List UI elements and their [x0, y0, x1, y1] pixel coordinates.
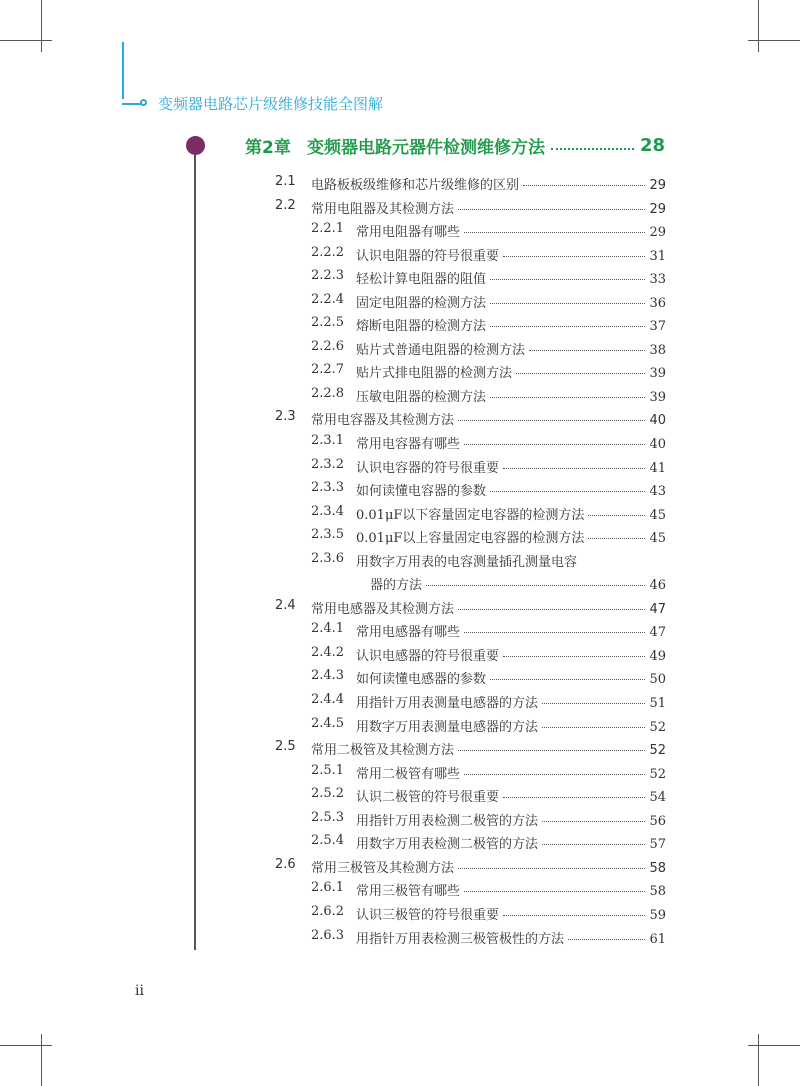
toc-entry-page: 56	[649, 813, 666, 829]
crop-mark-top-right-v	[758, 0, 759, 52]
toc-entry-number: 2.6.3	[311, 927, 345, 943]
toc-entry-row	[356, 504, 666, 523]
running-header-title: 变频器电路芯片级维修技能全图解	[158, 95, 384, 113]
toc-entry[interactable]	[0, 853, 800, 877]
toc-entry-number: 2.4	[275, 597, 296, 613]
chapter-heading[interactable]	[245, 132, 665, 158]
chapter-number: 第2章	[245, 137, 291, 158]
toc-leader-dots	[588, 515, 645, 516]
toc-entry[interactable]	[0, 594, 800, 618]
toc-leader-dots	[542, 821, 645, 822]
toc-entry-number: 2.2.8	[311, 385, 345, 401]
toc-entry-number: 2.4.5	[311, 715, 345, 731]
toc-entry[interactable]	[0, 523, 800, 547]
toc-entry-number: 2.3.2	[311, 456, 345, 472]
crop-mark-bottom-right-h	[748, 1045, 800, 1046]
toc-leader-dots	[490, 491, 645, 492]
toc-entry-row	[370, 574, 666, 593]
toc-entry-page: 58	[649, 860, 666, 876]
toc-entry-page: 49	[649, 648, 666, 664]
toc-entry-title: 熔断电阻器的检测方法	[356, 319, 487, 335]
toc-leader-dots	[503, 256, 645, 257]
toc-leader-dots	[458, 868, 645, 869]
toc-entry-page: 54	[649, 790, 666, 806]
toc-leader-dots	[503, 468, 645, 469]
toc-entry-number: 2.2.7	[311, 362, 345, 378]
toc-leader-dots	[503, 797, 645, 798]
toc-entry-page: 50	[649, 672, 666, 688]
toc-entry-row	[311, 174, 666, 193]
toc-entry-page: 43	[649, 484, 666, 500]
toc-entry[interactable]	[0, 500, 800, 524]
toc-leader-dots	[503, 915, 645, 916]
toc-entry[interactable]	[0, 782, 800, 806]
toc-entry[interactable]	[0, 806, 800, 830]
toc-entry-row	[356, 527, 666, 546]
toc-entry-row	[311, 739, 666, 758]
toc-entry-page: 31	[649, 248, 666, 264]
toc-entry-number: 2.2.5	[311, 315, 345, 331]
toc-entry-number: 2.5.2	[311, 786, 345, 802]
toc-entry-title: 固定电阻器的检测方法	[356, 295, 487, 311]
toc-entry-page: 45	[649, 531, 666, 547]
toc-entry-number: 2.4.4	[311, 692, 345, 708]
toc-leader-dots	[542, 844, 645, 845]
toc-entry-row	[356, 810, 666, 829]
toc-entry-number: 2.2.6	[311, 338, 345, 354]
toc-entry-page: 37	[649, 319, 666, 335]
toc-entry-number: 2.2.2	[311, 244, 345, 260]
toc-entry-page: 47	[649, 625, 666, 641]
toc-entry-title: 常用三极管及其检测方法	[311, 860, 455, 876]
toc-entry-page: 51	[649, 696, 666, 712]
toc-entry-number: 2.2.1	[311, 221, 345, 237]
toc-entry-number: 2.6	[275, 856, 296, 872]
toc-entry-row	[356, 692, 666, 711]
toc-entry-title: 常用二极管及其检测方法	[311, 743, 455, 759]
toc-entry-title: 电路板板级维修和芯片级维修的区别	[311, 178, 520, 193]
toc-entry-page: 52	[649, 719, 666, 735]
toc-entry-number: 2.4.2	[311, 644, 345, 660]
toc-entry-title: 常用电感器有哪些	[356, 625, 461, 641]
toc-entry-page: 45	[649, 507, 666, 523]
toc-entry-row	[356, 480, 666, 499]
toc-entry-row	[356, 928, 666, 947]
toc-leader-dots	[588, 538, 645, 539]
toc-entry[interactable]	[0, 241, 800, 265]
toc-entry-row	[356, 763, 666, 782]
toc-entry-title: 轻松计算电阻器的阻值	[356, 272, 487, 288]
crop-mark-bottom-right-v	[758, 1034, 759, 1086]
header-accent-dot	[140, 99, 147, 106]
toc-leader-dots	[490, 279, 645, 280]
toc-entry-row	[311, 198, 666, 217]
toc-entry[interactable]	[0, 829, 800, 853]
toc-entry-title: 常用电阻器有哪些	[356, 225, 461, 241]
chapter-page-number: 28	[639, 134, 665, 156]
toc-entry-number: 2.3.5	[311, 527, 345, 543]
chapter-leader-dots	[551, 148, 634, 150]
toc-entry-number: 2.2.4	[311, 291, 345, 307]
toc-entry-number: 2.3.4	[311, 503, 345, 519]
toc-entry-number: 2.4.3	[311, 668, 345, 684]
toc-entry-page: 40	[649, 437, 666, 453]
toc-leader-dots	[568, 939, 645, 940]
toc-leader-dots	[490, 397, 645, 398]
toc-entry-title: 常用三极管有哪些	[356, 884, 461, 900]
toc-entry[interactable]	[0, 688, 800, 712]
toc-entry-number: 2.6.2	[311, 903, 345, 919]
toc-entry-row	[356, 645, 666, 664]
toc-entry-number: 2.1	[275, 174, 296, 189]
toc-entry-title: 压敏电阻器的检测方法	[356, 389, 487, 405]
toc-entry-title: 0.01μF以下容量固定电容器的检测方法	[356, 507, 585, 523]
toc-entry[interactable]	[0, 924, 800, 948]
toc-entry-row	[356, 433, 666, 452]
toc-entry-title: 认识电容器的符号很重要	[356, 460, 500, 476]
toc-leader-dots	[464, 774, 645, 775]
toc-entry-row	[311, 409, 666, 428]
toc-entry-page: 58	[649, 884, 666, 900]
toc-leader-dots	[542, 727, 645, 728]
toc-entry[interactable]	[0, 311, 800, 335]
toc-leader-dots	[458, 750, 645, 751]
toc-entry-page: 38	[649, 342, 666, 358]
toc-leader-dots	[426, 585, 645, 586]
toc-entry-title: 常用电感器及其检测方法	[311, 601, 455, 617]
toc-entry-page: 33	[649, 272, 666, 288]
crop-mark-top-left-v	[41, 0, 42, 52]
toc-leader-dots	[490, 326, 645, 327]
toc-leader-dots	[523, 185, 645, 186]
toc-leader-dots	[464, 232, 645, 233]
crop-mark-bottom-left-v	[41, 1034, 42, 1086]
toc-entry-number: 2.3.6	[311, 550, 345, 566]
chapter-bullet-dot	[186, 136, 205, 155]
toc-entry-title: 认识三极管的符号很重要	[356, 907, 500, 923]
toc-entry-number: 2.6.1	[311, 880, 345, 896]
crop-mark-bottom-left-h	[0, 1045, 52, 1046]
toc-entry-page: 29	[649, 225, 666, 241]
toc-entry-row	[356, 245, 666, 264]
toc-entry-number: 2.5.4	[311, 833, 345, 849]
toc-entry-title-continued: 器的方法	[370, 578, 423, 594]
toc-entry-title: 用数字万用表的电容测量插孔测量电容	[356, 554, 578, 570]
header-accent-connector	[122, 103, 142, 105]
toc-entry[interactable]	[0, 876, 800, 900]
toc-entry-title: 常用电容器有哪些	[356, 437, 461, 453]
toc-entry-page: 61	[649, 931, 666, 947]
toc-entry-page: 36	[649, 295, 666, 311]
toc-entry-number: 2.3	[275, 409, 296, 425]
toc-entry-title: 如何读懂电感器的参数	[356, 672, 487, 688]
toc-entry-title: 常用电容器及其检测方法	[311, 413, 455, 429]
toc-entry[interactable]	[0, 194, 800, 218]
toc-entry-page: 59	[649, 907, 666, 923]
toc-entry[interactable]	[0, 900, 800, 924]
toc-entry-number: 2.5.3	[311, 809, 345, 825]
toc-entry-page: 40	[649, 413, 666, 429]
toc-entry-page: 52	[649, 766, 666, 782]
toc-entry-row	[356, 833, 666, 852]
toc-entry[interactable]	[0, 358, 800, 382]
toc-entry[interactable]	[0, 547, 800, 571]
toc-entry-title: 用数字万用表检测二极管的方法	[356, 837, 539, 853]
toc-entry-row	[356, 716, 666, 735]
toc-entry[interactable]	[0, 335, 800, 359]
toc-entry-page: 41	[649, 460, 666, 476]
toc-entry-row	[356, 904, 666, 923]
toc-entry[interactable]	[0, 664, 800, 688]
crop-mark-top-right-h	[748, 40, 800, 41]
toc-entry-number: 2.3.3	[311, 480, 345, 496]
toc-leader-dots	[529, 350, 645, 351]
toc-leader-dots	[458, 209, 645, 210]
toc-entry[interactable]	[0, 759, 800, 783]
toc-entry-number: 2.4.1	[311, 621, 345, 637]
toc-entry[interactable]	[0, 641, 800, 665]
toc-leader-dots	[542, 703, 645, 704]
toc-entry-number: 2.5.1	[311, 762, 345, 778]
toc-entry-page: 52	[649, 743, 666, 759]
page-folio: ii	[135, 983, 144, 999]
toc-entry[interactable]	[0, 476, 800, 500]
toc-entry-row	[356, 315, 666, 334]
toc-entry-title: 常用二极管有哪些	[356, 766, 461, 782]
toc-entry-row	[356, 386, 666, 405]
toc-leader-dots	[490, 303, 645, 304]
header-accent-line	[122, 42, 124, 99]
toc-entry-page: 29	[649, 201, 666, 217]
toc-entry-title: 如何读懂电容器的参数	[356, 484, 487, 500]
toc-entry-row	[356, 292, 666, 311]
toc-entry-row	[356, 339, 666, 358]
toc-entry-row	[356, 221, 666, 240]
toc-entry-row	[356, 668, 666, 687]
toc-entry-number: 2.5	[275, 739, 296, 755]
toc-entry-title: 贴片式排电阻器的检测方法	[356, 366, 513, 382]
toc-entry[interactable]	[0, 217, 800, 241]
toc-leader-dots	[516, 373, 645, 374]
toc-entry[interactable]	[0, 453, 800, 477]
toc-entry-title: 用指针万用表检测三极管极性的方法	[356, 931, 565, 947]
toc-entry-page: 39	[649, 389, 666, 405]
toc-leader-dots	[503, 656, 645, 657]
toc-entry[interactable]	[0, 617, 800, 641]
toc-entry-continuation[interactable]	[0, 570, 800, 594]
toc-entry-page: 57	[649, 837, 666, 853]
toc-entry-title: 认识二极管的符号很重要	[356, 790, 500, 806]
toc-entry-number: 2.3.1	[311, 433, 345, 449]
toc-entry-title: 用指针万用表检测二极管的方法	[356, 813, 539, 829]
toc-entry-row	[311, 598, 666, 617]
toc-entry-row	[356, 362, 666, 381]
toc-entry-row	[311, 857, 666, 876]
toc-entry[interactable]	[0, 429, 800, 453]
toc-leader-dots	[464, 891, 645, 892]
toc-entry-title: 用指针万用表测量电感器的方法	[356, 696, 539, 712]
toc-entry-list	[0, 170, 800, 947]
toc-entry[interactable]	[0, 170, 800, 194]
toc-entry[interactable]	[0, 405, 800, 429]
toc-entry-page: 39	[649, 366, 666, 382]
toc-entry[interactable]	[0, 382, 800, 406]
toc-leader-dots	[458, 609, 645, 610]
toc-leader-dots	[458, 420, 645, 421]
toc-entry-title: 认识电阻器的符号很重要	[356, 248, 500, 264]
toc-entry-number: 2.2.3	[311, 268, 345, 284]
toc-entry[interactable]	[0, 712, 800, 736]
toc-leader-dots	[464, 632, 645, 633]
toc-entry-row	[356, 457, 666, 476]
toc-leader-dots	[464, 444, 645, 445]
toc-entry-number: 2.2	[275, 197, 296, 213]
toc-entry-title: 认识电感器的符号很重要	[356, 648, 500, 664]
toc-entry-row	[356, 551, 666, 570]
toc-entry-page: 46	[649, 578, 666, 594]
toc-entry-row	[356, 268, 666, 287]
chapter-title: 变频器电路元器件检测维修方法	[307, 137, 545, 158]
toc-entry-row	[356, 880, 666, 899]
toc-entry-title: 用数字万用表测量电感器的方法	[356, 719, 539, 735]
toc-entry-row	[356, 786, 666, 805]
toc-entry-title: 常用电阻器及其检测方法	[311, 201, 455, 217]
crop-mark-top-left-h	[0, 40, 52, 41]
toc-entry-page: 47	[649, 601, 666, 617]
toc-entry[interactable]	[0, 288, 800, 312]
toc-entry[interactable]	[0, 735, 800, 759]
toc-entry-row	[356, 621, 666, 640]
toc-entry[interactable]	[0, 264, 800, 288]
toc-leader-dots	[490, 679, 645, 680]
toc-entry-title: 贴片式普通电阻器的检测方法	[356, 342, 526, 358]
toc-entry-title: 0.01μF以上容量固定电容器的检测方法	[356, 531, 585, 547]
toc-entry-page: 29	[649, 178, 666, 193]
